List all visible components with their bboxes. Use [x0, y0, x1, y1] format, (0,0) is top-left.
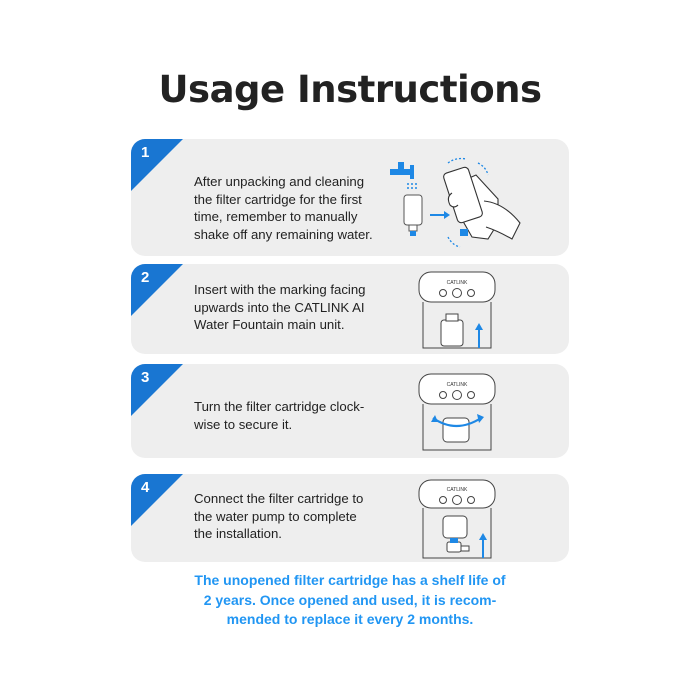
insert-cartridge-icon	[411, 268, 507, 354]
step-corner-badge	[131, 264, 183, 316]
device-brand-label: CATLINK	[446, 382, 468, 388]
device-brand-label: CATLINK	[446, 280, 468, 286]
step-corner-badge	[131, 364, 183, 416]
step-text: After unpacking and cleaning the filter cartridge for the first time, remember to manually shake off any remaining water.	[194, 174, 373, 242]
faucet-rinse-and-shake-icon	[386, 153, 536, 253]
device-brand-label: CATLINK	[446, 487, 468, 493]
step-corner-badge	[131, 474, 183, 526]
step-text: Connect the filter cartridge to the water pump to complete the installation.	[194, 491, 364, 541]
step-card-1	[131, 139, 569, 256]
step-number: 1	[141, 144, 150, 161]
page-title: Usage Instructions	[158, 68, 542, 111]
step-card-3	[131, 364, 569, 458]
step-text: Turn the filter cartridge clock- wise to secure it.	[194, 399, 365, 432]
step-card-4	[131, 474, 569, 562]
step-corner-badge	[131, 139, 183, 191]
step-number: 2	[141, 269, 150, 286]
rotate-cartridge-icon	[411, 368, 507, 456]
step-number: 4	[141, 479, 150, 496]
step-number: 3	[141, 369, 150, 386]
connect-pump-icon	[411, 476, 507, 562]
step-card-2	[131, 264, 569, 354]
shelf-life-note: The unopened filter cartridge has a shelf life of 2 years. Once opened and used, it is recom- mended to replace it every 2 months.	[194, 572, 506, 627]
step-text: Insert with the marking facing upwards into the CATLINK AI Water Fountain main unit.	[194, 282, 366, 332]
